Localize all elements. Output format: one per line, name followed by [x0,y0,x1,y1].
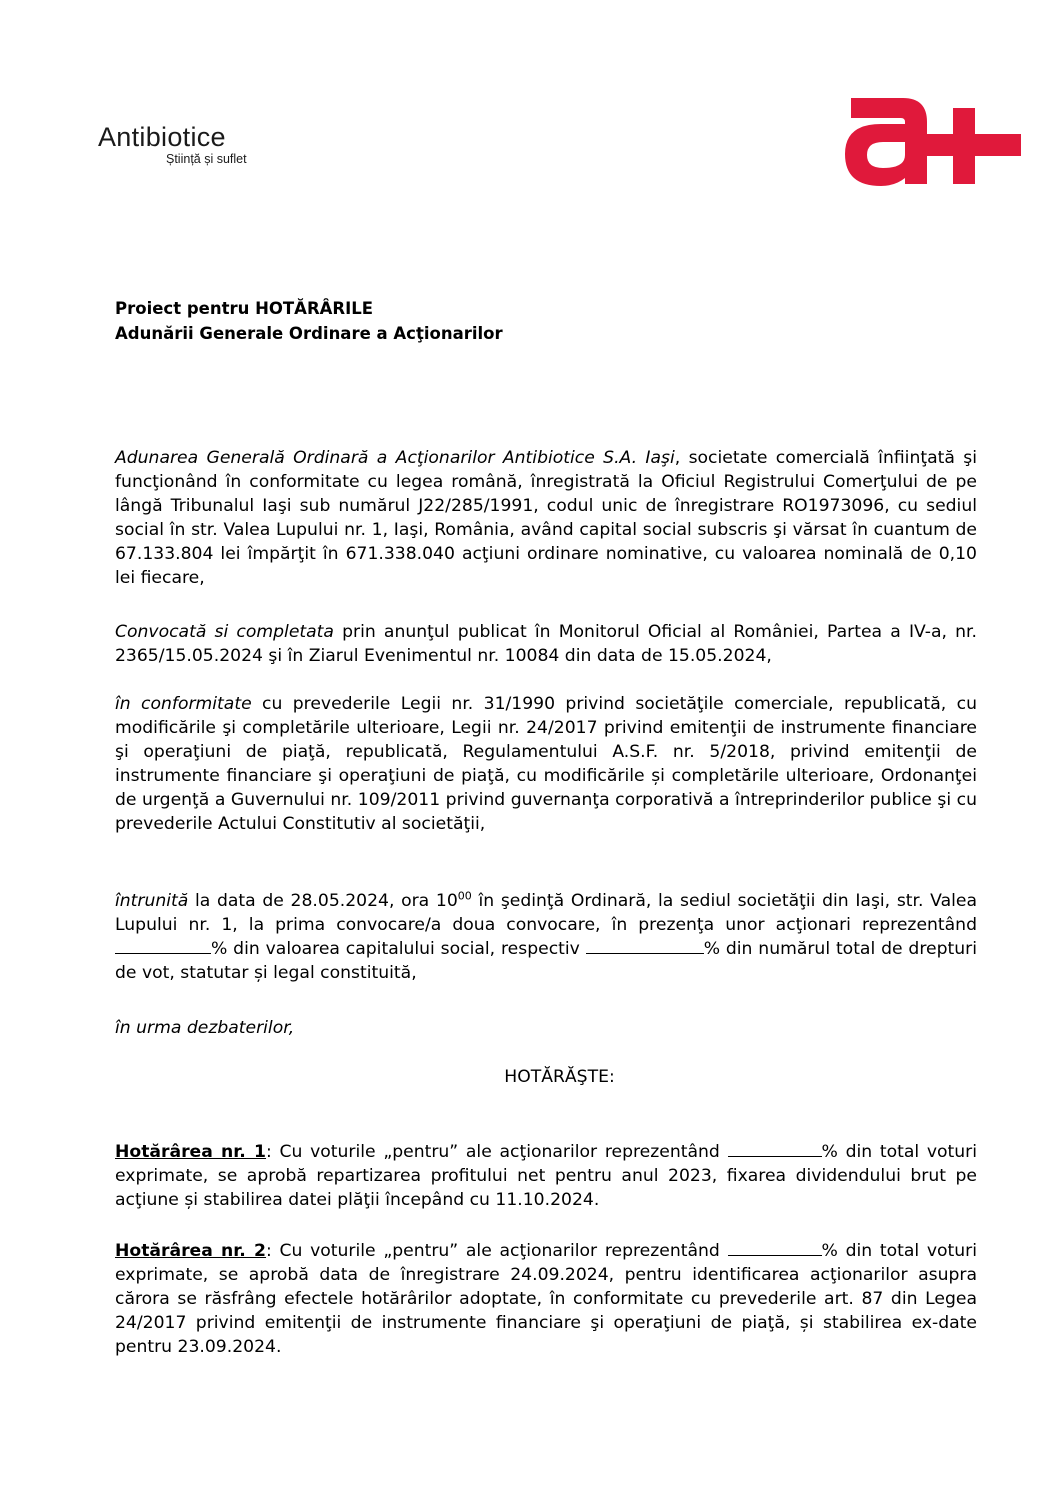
plus-horizontal-bar [927,134,1021,156]
assembly-details: , societate comercială înfiinţată şi funcţionând în conformitate cu legea română, înregistrată la Oficiul Registrului Comerţului de pe lângă Tribunalul Iaşi sub numărul J22/285/1991, codul unic de înregistrare RO1973096, cu sediul social în str. Valea Lupului nr. 1, Iaşi, România, având capital social subscris şi vărsat în cuantum de 67.133.804 lei împărţit în 671.338.040 acţiuni ordinare nominative, cu valoarea nominală de 0,10 lei fiecare, [115,448,977,588]
resolution-1-text-a: : Cu voturile „pentru” ale acţionarilor reprezentând [266,1142,728,1162]
paragraph-assembly-identity [115,446,977,590]
paragraph-meeting [115,889,977,985]
resolution-1 [115,1140,977,1212]
resolution-1-label: Hotărârea nr. 1 [115,1142,267,1162]
convocation-lead: Convocată si completata [115,622,334,642]
company-logo [98,122,247,166]
resolution-2-percent-blank[interactable] [728,1241,822,1256]
meeting-text-c: % din valoarea capitalului social, respectiv [211,939,586,959]
resolution-2-text-a: : Cu voturile „pentru” ale acţionarilor reprezentând [266,1241,728,1261]
decision-heading: HOTĂRĂŞTE: [504,1067,615,1087]
document-title [115,296,503,346]
paragraph-legal-basis [115,692,977,836]
title-line-1: Proiect pentru HOTĂRÂRILE [115,299,374,318]
brand-tagline: Știință și suflet [166,152,247,166]
legal-basis-text: cu prevederile Legii nr. 31/1990 privind societăţile comerciale, republicată, cu modificările şi completările ulterioare, Legii nr. 24/2017 privind emitenţii de instrumente financiare şi operaţiuni de piaţă, republicată, Regulamentului A.S.F. nr. 5/2018, privind emitenţii de instrumente financiare şi operaţiuni de piaţă, cu modificările și completările ulterioare, Ordonanţei de urgenţă a Guvernului nr. 109/2011 privind guvernanţa corporativă a întreprinderilor publice şi cu prevederile Actului Constitutiv al societăţii, [115,694,977,834]
meeting-text-b: în şedinţă Ordinară, la sediul societăţii din Iaşi, str. Valea Lupului nr. 1, la prima convocare/a doua convocare, în prezenţa unor acţionari reprezentând [115,891,977,935]
assembly-name: Adunarea Generală Ordinară a Acţionarilor Antibiotice S.A. Iaşi [115,448,675,468]
meeting-hour-sup: 00 [457,889,472,903]
meeting-lead: întrunită [115,891,189,911]
legal-basis-lead: în conformitate [115,694,252,714]
resolution-2-text-b: % din total voturi exprimate, se aprobă data de înregistrare 24.09.2024, pentru identificarea acţionarilor asupra cărora se răsfrâng efectele hotărârilor adoptate, în conformitate cu prevederile art. 87 din Legea 24/2017 privind emitenţii de instrumente financiare şi operaţiuni de piaţă, și stabilirea ex-date pentru 23.09.2024. [115,1241,978,1357]
brand-name: Antibiotice [98,122,226,152]
resolution-2 [115,1239,977,1359]
title-line-2: Adunării Generale Ordinare a Acţionarilor [115,324,503,343]
capital-percent-blank[interactable] [115,939,211,954]
meeting-text-d: % din numărul total de drepturi de vot, statutar și legal constituită, [115,939,977,983]
convocation-text: prin anunţul publicat în Monitorul Oficial al României, Partea a IV-a, nr. 2365/15.05.2024 şi în Ziarul Evenimentul nr. 10084 din data de 15.05.2024, [115,622,977,666]
paragraph-convocation [115,620,977,668]
meeting-text-a: la data de 28.05.2024, ora 10 [188,891,458,911]
resolution-1-percent-blank[interactable] [728,1142,822,1157]
resolution-1-text-b: % din total voturi exprimate, se aprobă repartizarea profitului net pentru anul 2023, fixarea dividendului brut pe acţiune și stabilirea datei plăţii începând cu 11.10.2024. [115,1142,978,1210]
a-letter-shape [845,98,927,186]
resolution-2-label: Hotărârea nr. 2 [115,1241,267,1261]
a-plus-logo-icon [843,90,1021,186]
debates-text: în urma dezbaterilor, [115,1018,295,1038]
votes-percent-blank[interactable] [586,939,704,954]
paragraph-debates [115,1016,977,1040]
